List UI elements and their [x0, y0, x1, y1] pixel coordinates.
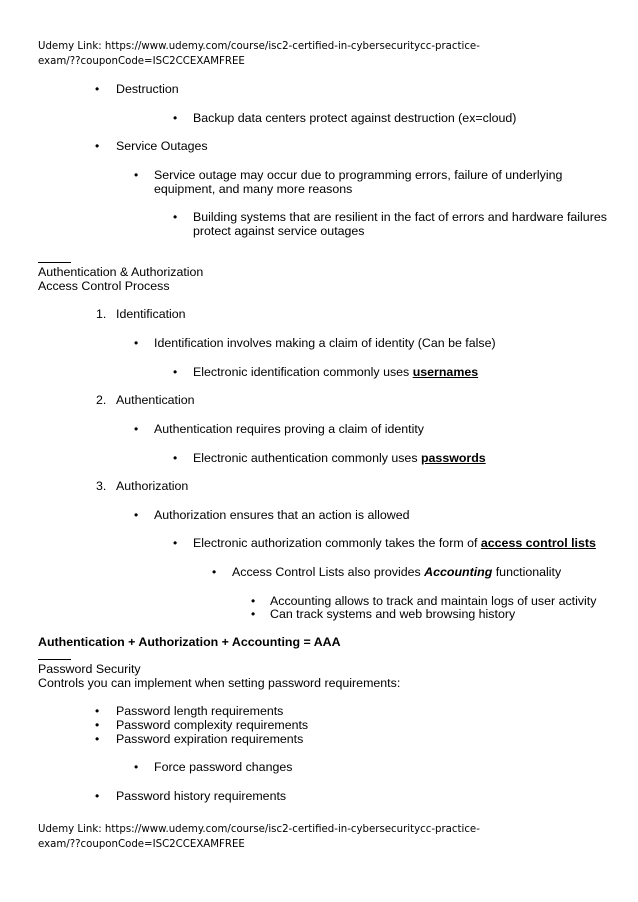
bullet: •	[173, 365, 178, 379]
bullet: •	[134, 168, 139, 182]
bullet: •	[173, 111, 178, 125]
authorization-title: Authorization	[116, 479, 189, 493]
aaa-formula: Authentication + Authorization + Accounting = AAA	[38, 635, 341, 649]
authentication-detail-text: Electronic authentication commonly uses	[193, 451, 421, 465]
bullet: •	[134, 508, 139, 522]
auth-section-heading: Authentication & Authorization	[38, 265, 204, 279]
password-section-intro: Controls you can implement when setting password requirements:	[38, 676, 401, 690]
authorization-detail	[193, 536, 596, 550]
bullet: •	[95, 718, 100, 732]
bullet: •	[251, 594, 256, 608]
bullet: •	[173, 210, 178, 224]
authorization-desc: Authorization ensures that an action is allowed	[154, 508, 410, 522]
destruction-detail: Backup data centers protect against destruction (ex=cloud)	[193, 111, 517, 125]
bullet: •	[95, 82, 100, 96]
bullet: •	[173, 536, 178, 550]
bullet: •	[95, 704, 100, 718]
service-outages-detail-line-2: equipment, and many more reasons	[154, 182, 353, 196]
service-outages-subdetail-line-2: protect against service outages	[193, 224, 365, 238]
bullet: •	[95, 732, 100, 746]
bullet: •	[134, 760, 139, 774]
footer-udemy-link[interactable]	[38, 822, 598, 852]
identification-detail-text: Electronic identification commonly uses	[193, 365, 413, 379]
service-outages-title: Service Outages	[116, 139, 208, 153]
footer-link-line-2: exam/??couponCode=ISC2CCEXAMFREE	[38, 839, 245, 850]
bullet: •	[134, 336, 139, 350]
password-requirement: Password complexity requirements	[116, 718, 309, 732]
accounting-point: Can track systems and web browsing history	[270, 607, 516, 621]
accounting-prefix: Access Control Lists also provides	[232, 565, 425, 579]
identification-desc: Identification involves making a claim of identity (Can be false)	[154, 336, 496, 350]
header-link-line-1: Udemy Link: https://www.udemy.com/course/isc2-certified-in-cybersecuritycc-practice-	[38, 41, 480, 52]
list-number: 1.	[96, 307, 107, 321]
authentication-detail	[193, 451, 486, 465]
password-requirement: Password length requirements	[116, 704, 284, 718]
bullet: •	[212, 565, 217, 579]
service-outages-detail-line-1: Service outage may occur due to programming errors, failure of underlying	[154, 168, 563, 182]
service-outages-subdetail-line-1: Building systems that are resilient in the fact of errors and hardware failures	[193, 210, 607, 224]
bullet: •	[134, 422, 139, 436]
authentication-title: Authentication	[116, 393, 195, 407]
identification-detail	[193, 365, 478, 379]
bullet: •	[251, 607, 256, 621]
destruction-title: Destruction	[116, 82, 179, 96]
authorization-detail-text: Electronic authorization commonly takes the form of	[193, 536, 481, 550]
accounting-suffix: functionality	[492, 565, 562, 579]
section-divider	[38, 659, 71, 660]
header-link-line-2: exam/??couponCode=ISC2CCEXAMFREE	[38, 56, 245, 67]
list-number: 3.	[96, 479, 107, 493]
identification-title: Identification	[116, 307, 186, 321]
bullet: •	[95, 139, 100, 153]
accounting-point: Accounting allows to track and maintain logs of user activity	[270, 594, 597, 608]
header-udemy-link[interactable]	[38, 39, 598, 69]
footer-link-line-1: Udemy Link: https://www.udemy.com/course/isc2-certified-in-cybersecuritycc-practice-	[38, 824, 480, 835]
acl-keyword: access control lists	[480, 536, 596, 550]
bullet: •	[173, 451, 178, 465]
password-sub-requirement: Force password changes	[154, 760, 293, 774]
usernames-keyword: usernames	[412, 365, 479, 379]
section-divider	[38, 262, 71, 263]
auth-section-subheading: Access Control Process	[38, 279, 170, 293]
authentication-desc: Authentication requires proving a claim of identity	[154, 422, 424, 436]
passwords-keyword: passwords	[420, 451, 486, 465]
password-requirement: Password expiration requirements	[116, 732, 304, 746]
list-number: 2.	[96, 393, 107, 407]
bullet: •	[95, 789, 100, 803]
password-requirement: Password history requirements	[116, 789, 287, 803]
accounting-line	[232, 565, 561, 579]
password-section-heading: Password Security	[38, 662, 141, 676]
accounting-keyword: Accounting	[424, 565, 493, 579]
